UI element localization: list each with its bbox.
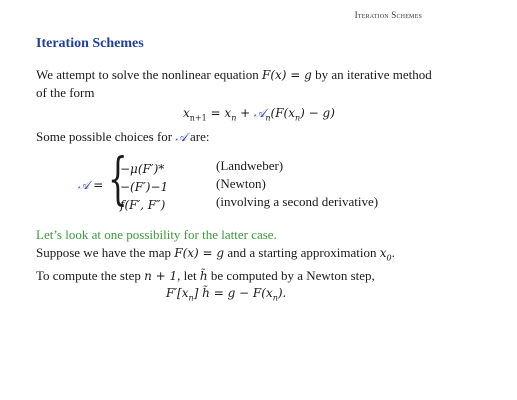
cases-lhs: 𝒜 = [78, 178, 104, 192]
section-title: Iteration Schemes [36, 36, 144, 51]
case-row: −(F′)−1 [120, 180, 169, 194]
case-row: f(F′, F″) [120, 198, 166, 212]
brace-icon: { [108, 147, 128, 212]
equation-inline-1: F(x) = g [262, 68, 312, 82]
paragraph-intro: We attempt to solve the nonlinear equation F(x) = g by an iterative method of the form [36, 67, 432, 100]
case-note: (involving a second derivative) [216, 194, 379, 209]
paragraph-choices: Some possible choices for 𝒜 are: [36, 129, 210, 144]
case-note: (Newton) [216, 176, 266, 191]
highlight-line: Let’s look at one possibility for the latter case. [36, 227, 277, 242]
running-head: Iteration Schemes [354, 10, 422, 20]
equation-newton-step: $F'[x_n]$ h̃ = $g - F(x_n)$. [166, 286, 287, 303]
case-note: (Landweber) [216, 158, 284, 173]
equation-iteration: $x_{n+1} = x_n$ + $𝒜_n(F(x_n) - g)$ [183, 106, 335, 123]
case-row: −μ(F′)* [120, 162, 165, 176]
script-a-symbol: 𝒜 [175, 130, 187, 144]
paragraph-newton: Suppose we have the map F(x) = g and a starting approximation $x_0$. To compute the step n + 1, let h̃ be computed by a Newton step, [36, 245, 395, 284]
